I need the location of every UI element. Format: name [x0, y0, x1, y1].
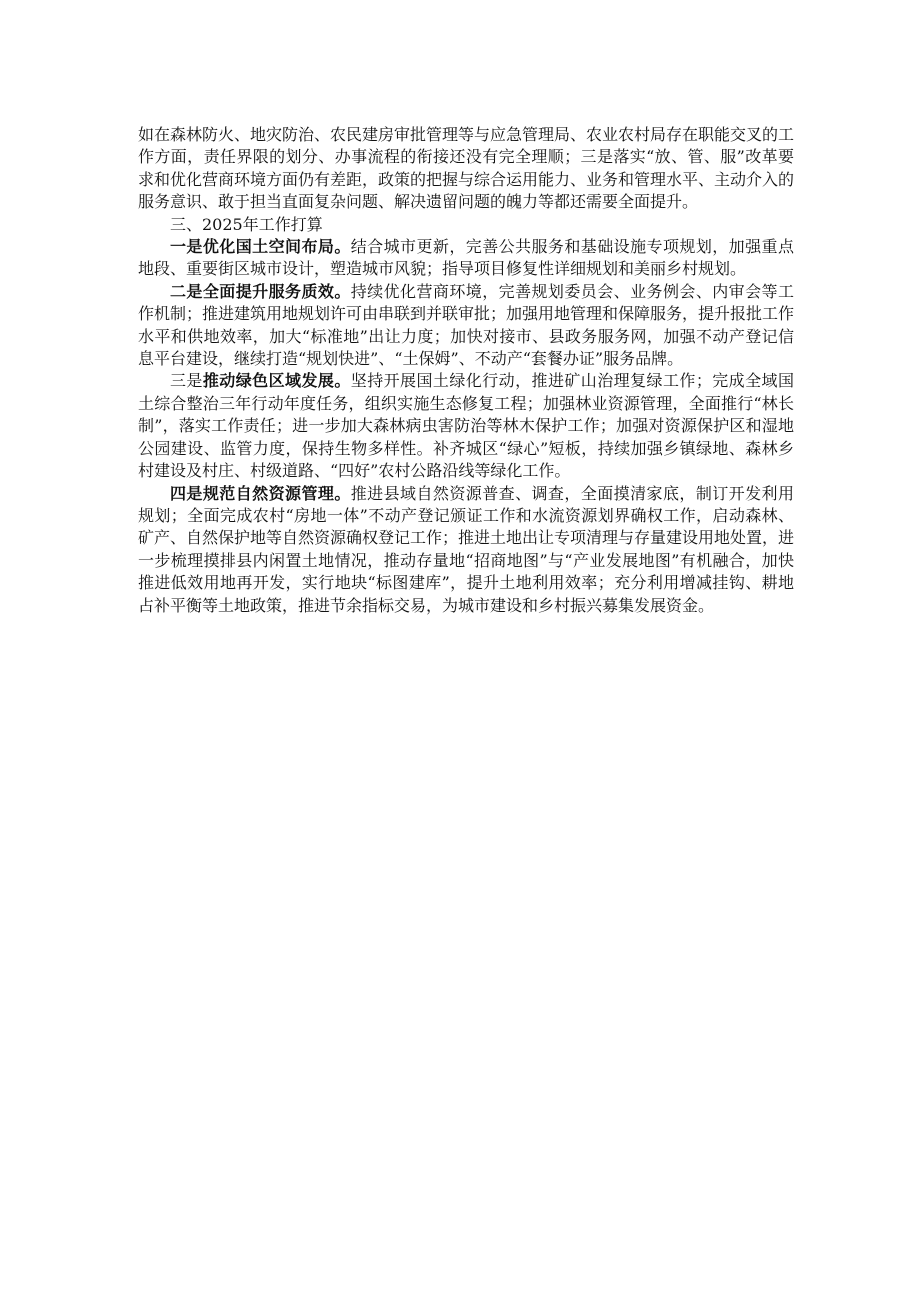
work-item-4	[138, 483, 794, 617]
work-item-3-prefix: 三是	[170, 371, 203, 391]
document-page	[138, 124, 794, 617]
work-item-1-lead: 一是优化国土空间布局。	[170, 237, 351, 257]
work-item-1-body: 结合城市更新，完善公共服务和基础设施专项规划，加强重点地段、重要街区城市设计，塑造城市风貌；指导项目修复性详细规划和美丽乡村规划。	[138, 237, 794, 279]
intro-paragraph: 如在森林防火、地灾防治、农民建房审批管理等与应急管理局、农业农村局存在职能交叉的工作方面，责任界限的划分、办事流程的衔接还没有完全理顺；三是落实“放、管、服”改革要求和优化营商环境方面仍有差距，政策的把握与综合运用能力、业务和管理水平、主动介入的服务意识、敢于担当直面复杂问题、解决遗留问题的魄力等都还需要全面提升。	[138, 125, 795, 212]
work-item-3-lead: 推动绿色区域发展。	[202, 371, 351, 391]
work-item-1	[138, 236, 794, 281]
section-heading: 三、2025年工作打算	[170, 214, 323, 234]
work-item-2	[138, 281, 794, 371]
work-item-3-body: 坚持开展国土绿化行动，推进矿山治理复绿工作；完成全域国土综合整治三年行动年度任务，组织实施生态修复工程；加强林业资源管理，全面推行“林长制”，落实工作责任；进一步加大森林病虫害防治等林木保护工作；加强对资源保护区和湿地公园建设、监管力度，保持生物多样性。补齐城区“绿心”短板，持续加强乡镇绿地、森林乡村建设及村庄、村级道路、“四好”农村公路沿线等绿化工作。	[138, 371, 794, 481]
work-item-2-lead: 二是全面提升服务质效。	[170, 281, 351, 301]
work-item-4-lead: 四是规范自然资源管理。	[170, 483, 351, 503]
work-item-3	[138, 370, 794, 482]
work-item-2-body: 持续优化营商环境，完善规划委员会、业务例会、内审会等工作机制；推进建筑用地规划许可由串联到并联审批；加强用地管理和保障服务，提升报批工作水平和供地效率，加大“标准地”出让力度；加快对接市、县政务服务网，加强不动产登记信息平台建设，继续打造“规划快进”、“土保姆”、不动产“套餐办证”服务品牌。	[138, 281, 795, 369]
work-item-4-body: 推进县域自然资源普查、调查，全面摸清家底，制订开发利用规划；全面完成农村“房地一体”不动产登记颁证工作和水流资源划界确权工作，启动森林、矿产、自然保护地等自然资源确权登记工作；推进土地出让专项清理与存量建设用地处置，进一步梳理摸排县内闲置土地情况，推动存量地“招商地图”与“产业发展地图”有机融合，加快推进低效用地再开发，实行地块“标图建库”，提升土地利用效率；充分利用增减挂钩、耕地占补平衡等土地政策，推进节余指标交易，为城市建设和乡村振兴募集发展资金。	[138, 483, 795, 615]
